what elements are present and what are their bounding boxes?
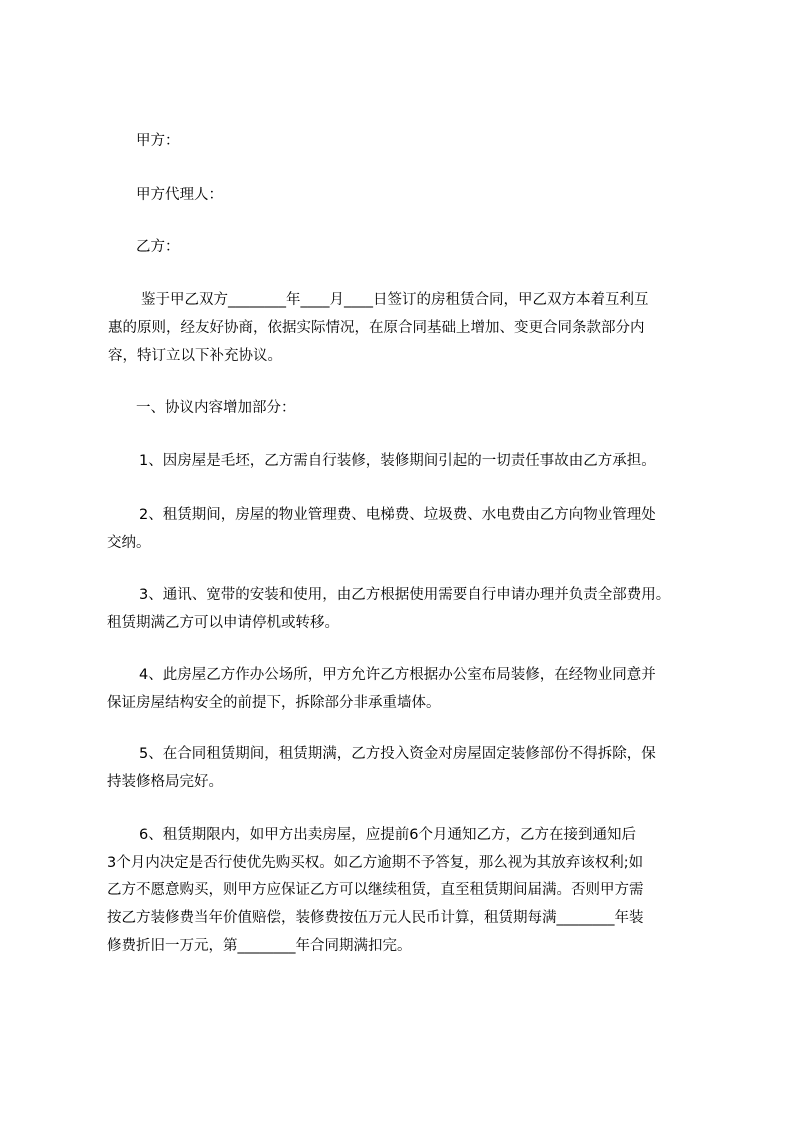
clause-line: 1、因房屋是毛坯，乙方需自行装修，装修期间引起的一切责任事故由乙方承担。: [139, 453, 656, 469]
party-a-agent-label: 甲方代理人：: [136, 187, 223, 203]
clause-line: 保证房屋结构安全的前提下，拆除部分非承重墙体。: [107, 695, 441, 711]
clause-line: 持装修格局完好。: [107, 774, 223, 790]
intro-line: 惠的原则，经友好协商，依据实际情况，在原合同基础上增加、变更合同条款部分内: [108, 320, 645, 336]
clause-line: 4、此房屋乙方作办公场所，甲方允许乙方根据办公室布局装修，在经物业同意并: [139, 667, 656, 683]
clause-line: 6、租赁期限内，如甲方出卖房屋，应提前6个月通知乙方，乙方在接到通知后: [139, 827, 636, 843]
clause-line: 租赁期满乙方可以申请停机或转移。: [107, 615, 339, 631]
clause-line: 3个月内决定是否行使优先购买权。如乙方逾期不予答复，那么视为其放弃该权利;如: [107, 855, 644, 871]
clause-line: 按乙方装修费当年价值赔偿，装修费按伍万元人民币计算，租赁期每满________年装: [107, 910, 644, 926]
party-a-label: 甲方：: [136, 133, 180, 149]
clause-line: 3、通讯、宽带的安装和使用，由乙方根据使用需要自行申请办理并负责全部费用。: [139, 587, 671, 603]
party-b-label: 乙方：: [136, 239, 180, 255]
clause-line: 2、租赁期间，房屋的物业管理费、电梯费、垃圾费、水电费由乙方向物业管理处: [139, 507, 656, 523]
clause-line: 交纳。: [107, 535, 151, 551]
clause-line: 乙方不愿意购买，则甲方应保证乙方可以继续租赁，直至租赁期间届满。否则甲方需: [107, 882, 644, 898]
intro-line: 容，特订立以下补充协议。: [108, 348, 282, 364]
clause-line: 5、在合同租赁期间，租赁期满，乙方投入资金对房屋固定装修部份不得拆除，保: [139, 746, 656, 762]
clause-line: 修费折旧一万元，第________年合同期满扣完。: [107, 938, 412, 954]
intro-line: 鉴于甲乙双方________年____月____日签订的房租赁合同，甲乙双方本着互利互: [141, 292, 649, 308]
section-heading: 一、协议内容增加部分：: [136, 400, 296, 416]
